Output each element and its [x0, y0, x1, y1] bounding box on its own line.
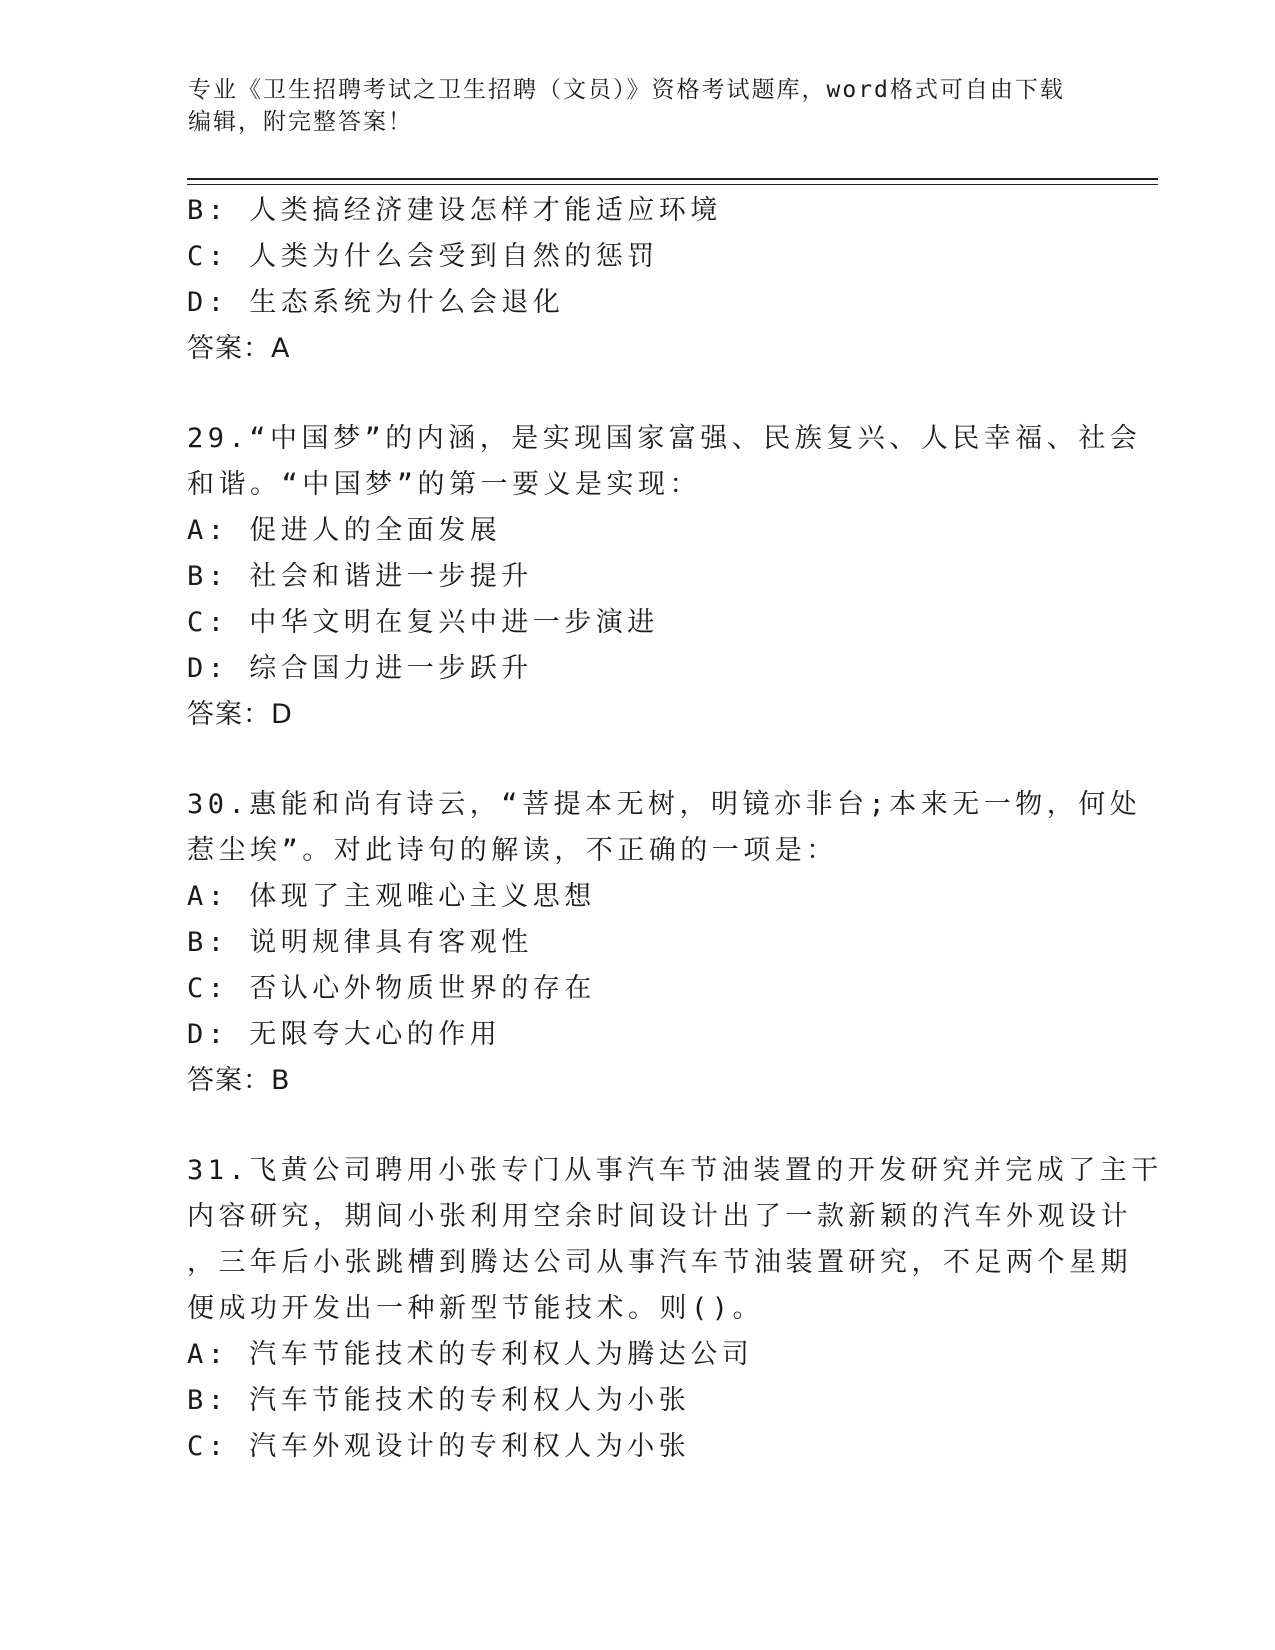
spacer: [187, 372, 1087, 416]
option-c: C: 否认心外物质世界的存在: [187, 973, 596, 1004]
question-text-line: 29.“中国梦”的内涵，是实现国家富强、民族复兴、人民幸福、社会: [187, 423, 1142, 454]
option-a: A: 体现了主观唯心主义思想: [187, 881, 596, 912]
option-c: C: 汽车外观设计的专利权人为小张: [187, 1431, 691, 1462]
option-b: B: 人类搞经济建设怎样才能适应环境: [187, 195, 722, 226]
option-c: C: 中华文明在复兴中进一步演进: [187, 607, 659, 638]
option-b: B: 汽车节能技术的专利权人为小张: [187, 1385, 691, 1416]
option-d: D: 生态系统为什么会退化: [187, 287, 565, 318]
spacer: [187, 1104, 1087, 1148]
question-content: [187, 188, 1163, 1470]
question-31: [187, 1148, 1163, 1470]
option-d: D: 综合国力进一步跃升: [187, 653, 533, 684]
option-a: A: 促进人的全面发展: [187, 515, 502, 546]
spacer: [187, 738, 1087, 782]
option-a: A: 汽车节能技术的专利权人为腾达公司: [187, 1339, 754, 1370]
question-text-line: 惹尘埃”。对此诗句的解读，不正确的一项是：: [187, 835, 838, 866]
option-b: B: 社会和谐进一步提升: [187, 561, 533, 592]
header-divider-thick: [187, 178, 1158, 180]
header-divider-thin: [187, 184, 1158, 185]
option-c: C: 人类为什么会受到自然的惩罚: [187, 241, 659, 272]
question-30: [187, 782, 1142, 1104]
header-line-2: 编辑，附完整答案！: [188, 109, 413, 135]
question-29: [187, 416, 1142, 738]
question-text-line: 和谐。“中国梦”的第一要义是实现：: [187, 469, 702, 500]
answer-line: 答案：A: [187, 333, 291, 364]
option-b: B: 说明规律具有客观性: [187, 927, 533, 958]
option-d: D: 无限夸大心的作用: [187, 1019, 502, 1050]
answer-line: 答案：B: [187, 1065, 291, 1096]
header-line-1: 专业《卫生招聘考试之卫生招聘（文员）》资格考试题库，word格式可自由下载: [188, 77, 1065, 103]
question-text-line: 31.飞黄公司聘用小张专门从事汽车节油装置的开发研究并完成了主干: [187, 1155, 1163, 1186]
question-text-line: 内容研究，期间小张利用空余时间设计出了一款新颖的汽车外观设计: [187, 1201, 1132, 1232]
question-text-line: 便成功开发出一种新型节能技术。则()。: [187, 1293, 765, 1324]
question-28-tail: [187, 188, 1087, 372]
document-header: [188, 74, 1088, 138]
answer-line: 答案：D: [187, 699, 293, 730]
question-text-line: ，三年后小张跳槽到腾达公司从事汽车节油装置研究，不足两个星期: [187, 1247, 1132, 1278]
question-text-line: 30.惠能和尚有诗云，“菩提本无树，明镜亦非台;本来无一物，何处: [187, 789, 1142, 820]
